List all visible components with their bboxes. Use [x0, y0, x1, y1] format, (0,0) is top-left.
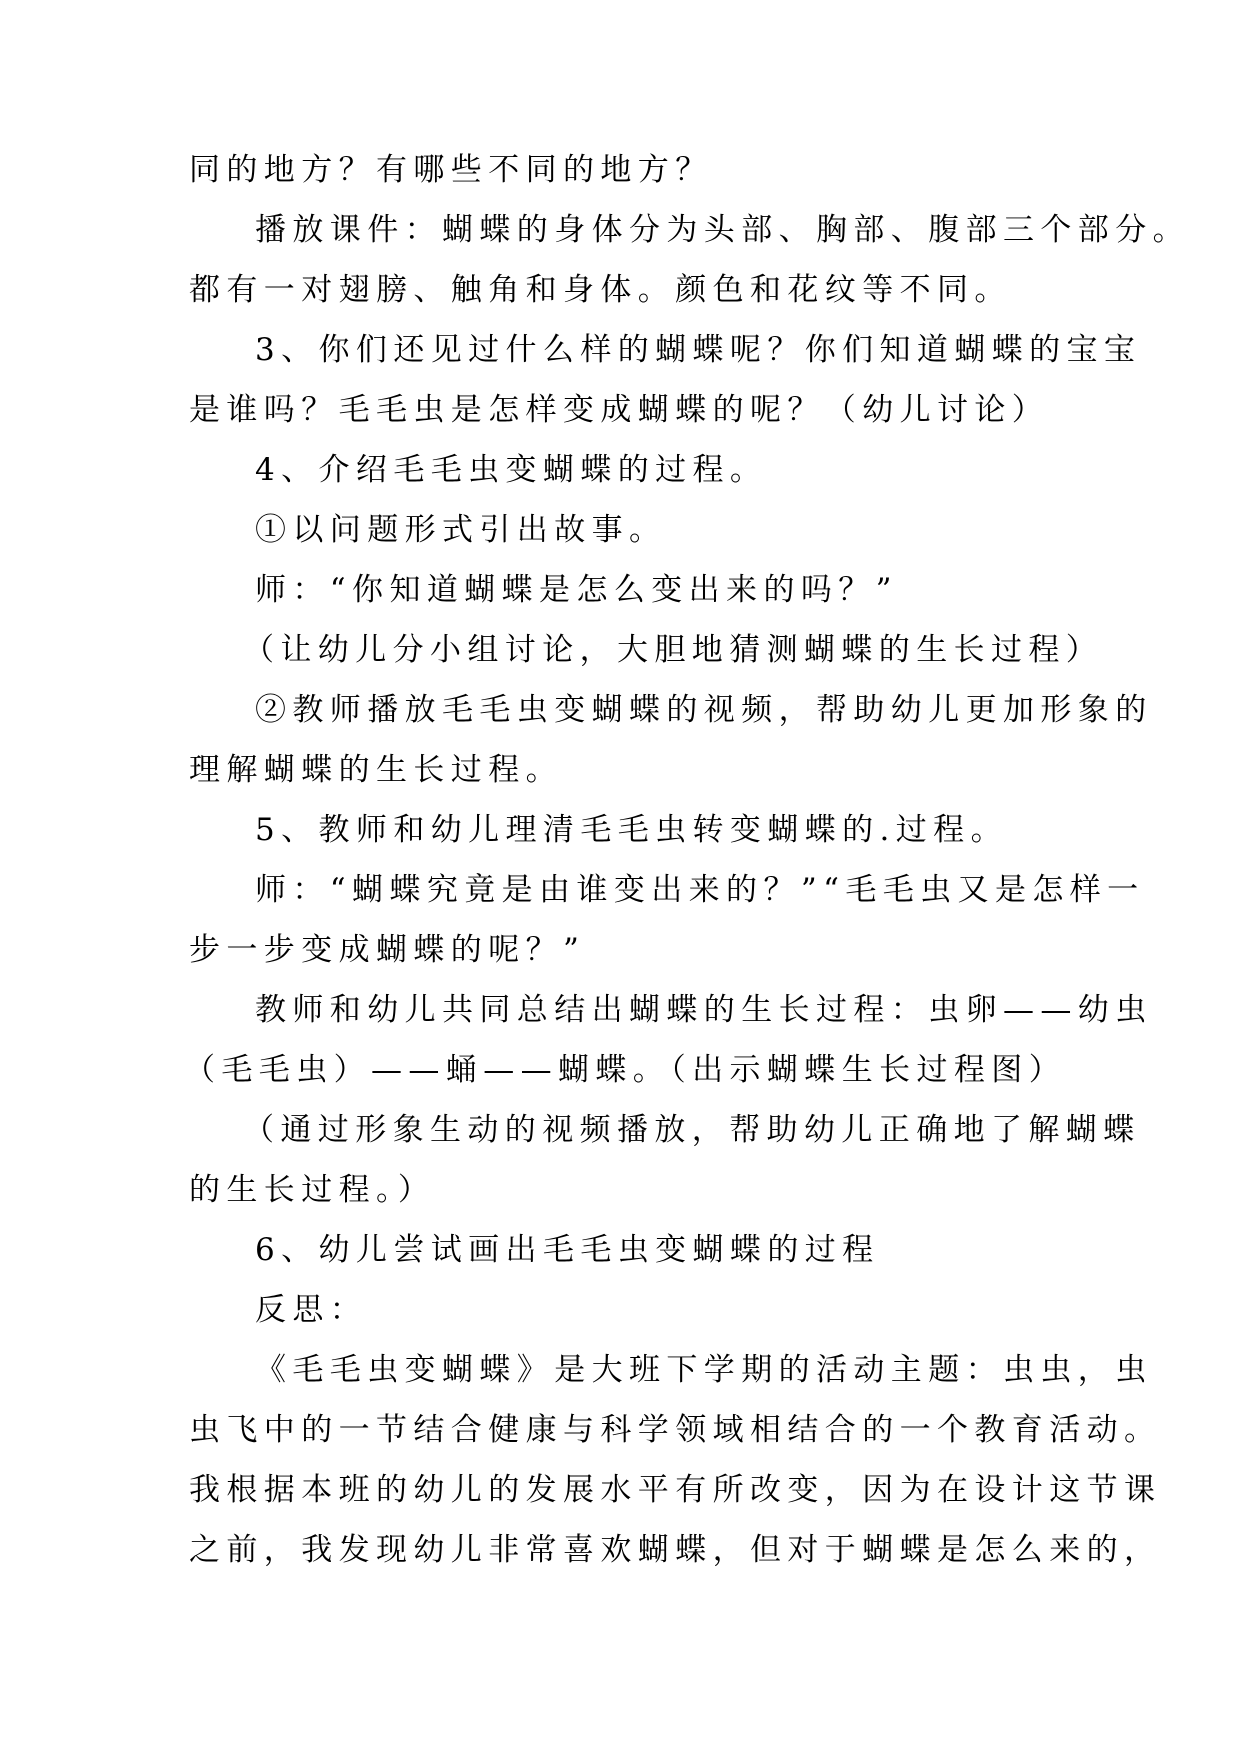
text-line-17: （通过形象生动的视频播放，帮助幼儿正确地了解蝴蝶 — [243, 1112, 1141, 1148]
text-line-24: 之前，我发现幼儿非常喜欢蝴蝶，但对于蝴蝶是怎么来的， — [189, 1532, 1162, 1568]
text-line-1: 同的地方？有哪些不同的地方？ — [189, 152, 713, 188]
text-line-12: 5、教师和幼儿理清毛毛虫转变蝴蝶的.过程。 — [255, 812, 1008, 848]
text-line-16: （毛毛虫）——蛹——蝴蝶。（出示蝴蝶生长过程图） — [184, 1052, 1067, 1088]
text-line-15: 教师和幼儿共同总结出蝴蝶的生长过程：虫卵——幼虫 — [255, 992, 1153, 1028]
text-line-11: 理解蝴蝶的生长过程。 — [189, 752, 563, 788]
text-line-8: 师：“你知道蝴蝶是怎么变出来的吗？” — [255, 572, 898, 608]
text-line-9: （让幼儿分小组讨论，大胆地猜测蝴蝶的生长过程） — [243, 632, 1104, 668]
text-line-23: 我根据本班的幼儿的发展水平有所改变，因为在设计这节课 — [189, 1472, 1162, 1508]
text-line-2: 播放课件：蝴蝶的身体分为头部、胸部、腹部三个部分。 — [255, 212, 1190, 248]
text-line-20: 反思： — [255, 1292, 368, 1328]
text-line-10: ②教师播放毛毛虫变蝴蝶的视频，帮助幼儿更加形象的 — [255, 692, 1153, 728]
text-line-3: 都有一对翅膀、触角和身体。颜色和花纹等不同。 — [189, 272, 1012, 308]
text-line-22: 虫飞中的一节结合健康与科学领域相结合的一个教育活动。 — [189, 1412, 1162, 1448]
text-line-18: 的生长过程。） — [189, 1172, 436, 1208]
text-line-14: 步一步变成蝴蝶的呢？” — [189, 932, 586, 968]
text-line-13: 师：“蝴蝶究竟是由谁变出来的？”“毛毛虫又是怎样一 — [255, 872, 1145, 908]
text-line-4: 3、你们还见过什么样的蝴蝶呢？你们知道蝴蝶的宝宝 — [255, 332, 1142, 368]
text-line-6: 4、介绍毛毛虫变蝴蝶的过程。 — [255, 452, 768, 488]
text-line-5: 是谁吗？毛毛虫是怎样变成蝴蝶的呢？（幼儿讨论） — [189, 392, 1050, 428]
text-line-21: 《毛毛虫变蝴蝶》是大班下学期的活动主题：虫虫，虫 — [255, 1352, 1153, 1388]
text-line-7: ①以问题形式引出故事。 — [255, 512, 667, 548]
text-line-19: 6、幼儿尝试画出毛毛虫变蝴蝶的过程 — [255, 1232, 880, 1268]
